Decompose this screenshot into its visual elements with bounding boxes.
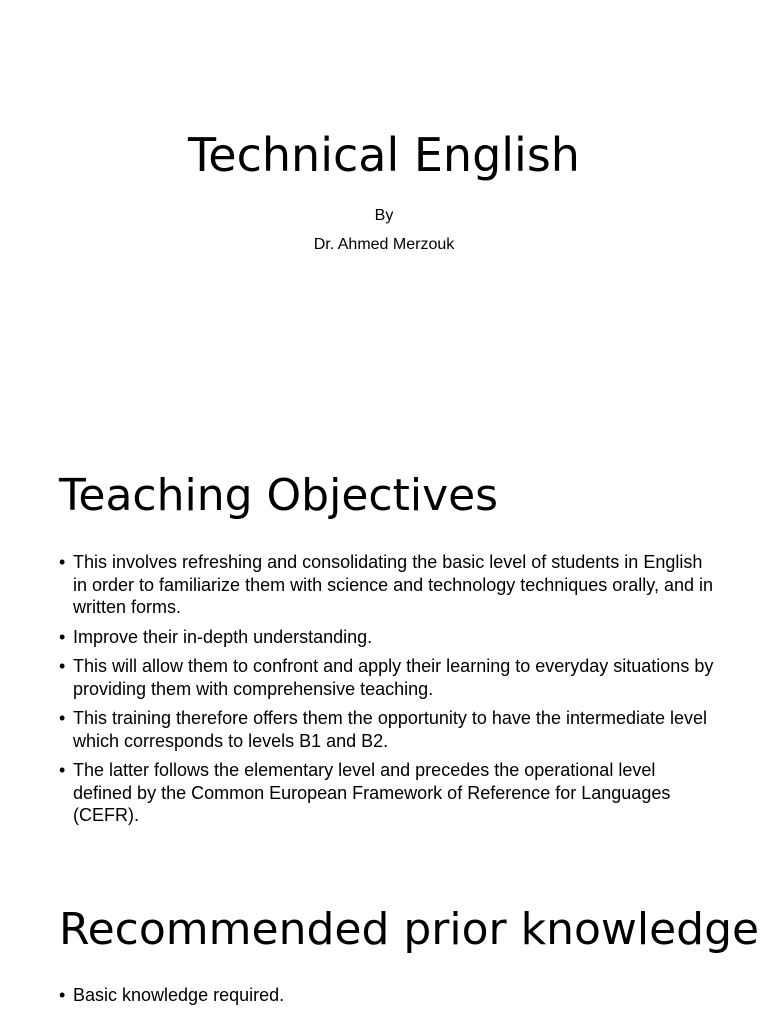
list-item	[59, 984, 719, 1007]
prior-knowledge-list	[59, 984, 719, 1014]
prior-knowledge-heading: Recommended prior knowledge	[59, 904, 760, 955]
document-title: Technical English	[188, 128, 580, 182]
author-name: Dr. Ahmed Merzouk	[313, 236, 455, 253]
list-item-text: This involves refreshing and consolidating the basic level of students in English in order to familiarize them with science and technology techniques orally, and in written forms.	[73, 552, 714, 617]
list-item	[59, 759, 719, 827]
teaching-objectives-list	[59, 551, 719, 834]
list-item-text: Improve their in-depth understanding.	[73, 626, 373, 647]
byline-label: By	[374, 207, 394, 224]
list-item	[59, 655, 719, 700]
list-item	[59, 551, 719, 619]
list-item-text: Basic knowledge required.	[73, 985, 285, 1005]
list-item	[59, 626, 719, 649]
bullet-icon: •	[59, 708, 66, 728]
list-item-text: This will allow them to confront and apply their learning to everyday situations by providing them with comprehensive teaching.	[73, 656, 714, 699]
teaching-objectives-heading: Teaching Objectives	[59, 470, 499, 521]
list-item	[59, 707, 719, 752]
bullet-icon: •	[59, 656, 66, 676]
list-item-text: This training therefore offers them the opportunity to have the intermediate level which corresponds to levels B1 and B2.	[73, 708, 708, 751]
bullet-icon: •	[59, 626, 66, 647]
bullet-icon: •	[59, 760, 66, 780]
list-item-text: The latter follows the elementary level and precedes the operational level defined by the Common European Framework of Reference for Languages (CEFR).	[73, 760, 671, 825]
bullet-icon: •	[59, 985, 66, 1005]
bullet-icon: •	[59, 552, 66, 572]
